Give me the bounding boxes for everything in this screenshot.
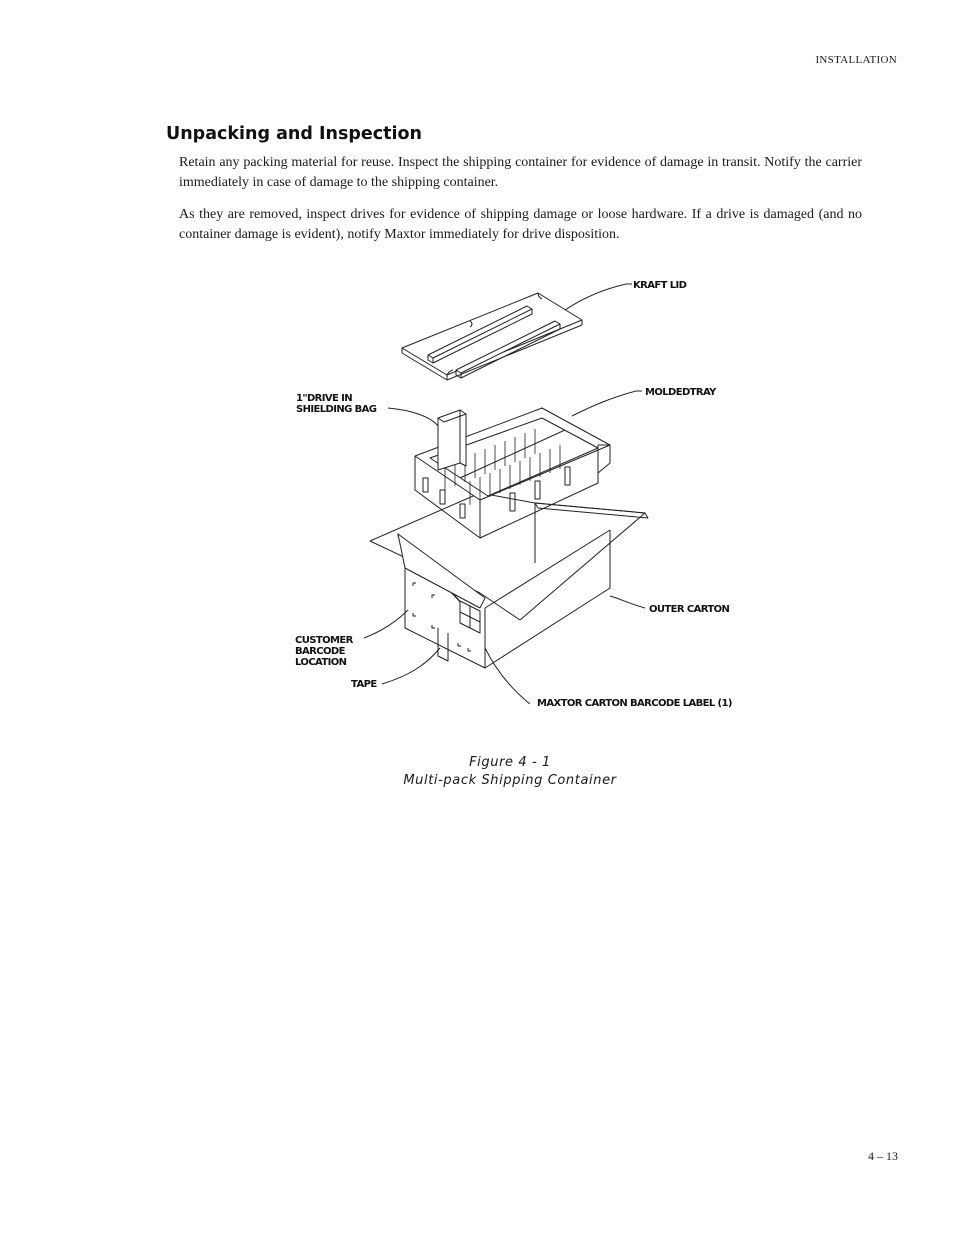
- callout-molded-tray: MOLDEDTRAY: [645, 387, 716, 398]
- section-title: Unpacking and Inspection: [166, 124, 422, 144]
- outer-carton-illustration: [370, 493, 648, 668]
- leader-customer-barcode: [364, 610, 408, 638]
- leader-molded-tray: [572, 391, 636, 416]
- leader-drive: [388, 408, 438, 426]
- leader-maxtor-label: [485, 648, 530, 704]
- callout-maxtor-label: MAXTOR CARTON BARCODE LABEL (1): [537, 698, 732, 709]
- paragraph-packing-material: Retain any packing material for reuse. Inspect the shipping container for evidence of damage in transit. Notify the carrier immediately in case of damage to the shipping container.: [179, 155, 862, 190]
- page-number: 4 – 13: [868, 1149, 898, 1163]
- callout-drive-line1: 1"DRIVE IN: [296, 393, 353, 404]
- shipping-container-diagram: [280, 268, 760, 718]
- running-head: INSTALLATION: [815, 54, 897, 66]
- kraft-lid-illustration: [402, 293, 582, 380]
- drive-in-bag-illustration: [438, 410, 466, 470]
- figure-number: Figure 4 - 1: [469, 755, 551, 770]
- callout-customer-line1: CUSTOMER: [295, 635, 353, 646]
- callout-customer-line2: BARCODE: [295, 646, 345, 657]
- figure-title: Multi-pack Shipping Container: [403, 773, 617, 788]
- leader-kraft-lid: [565, 284, 626, 310]
- callout-drive-line2: SHIELDING BAG: [296, 404, 377, 415]
- paragraph-inspect-drives: As they are removed, inspect drives for evidence of shipping damage or loose hardware. If a drive is damaged (and no container damage is evident), notify Maxtor immediately for drive disposition.: [179, 207, 862, 242]
- callout-customer-line3: LOCATION: [295, 657, 347, 668]
- callout-kraft-lid: KRAFT LID: [633, 280, 687, 291]
- leader-tape: [382, 648, 440, 684]
- callout-outer-carton: OUTER CARTON: [649, 604, 730, 615]
- leader-outer-carton: [610, 596, 645, 608]
- callout-tape: TAPE: [351, 679, 377, 690]
